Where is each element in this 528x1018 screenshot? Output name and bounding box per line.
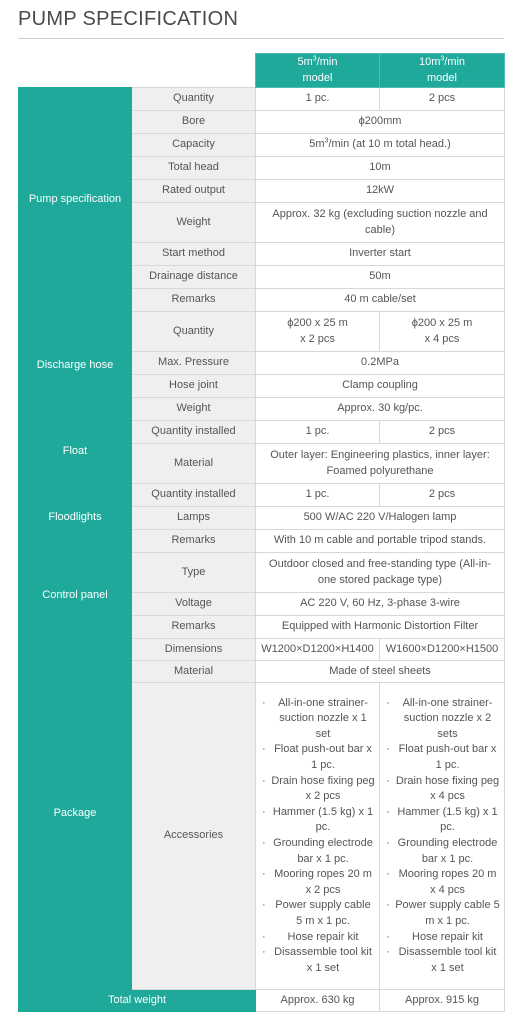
accessory-item: · Mooring ropes 20 m x 2 pcs [260,867,375,898]
accessory-item: · Float push-out bar x 1 pc. [384,742,500,773]
col-header-10-sup: 3 [440,55,445,63]
value-10: Approx. 915 kg [380,990,505,1012]
col-header-5m3-model [256,54,380,88]
value-hose-weight: Approx. 30 kg/pc. [256,398,505,421]
value-10: 2 pcs [380,421,505,444]
accessory-item: · Float push-out bar x 1 pc. [260,742,375,773]
label-dimensions: Dimensions [132,639,256,661]
value-10: 2 pcs [380,88,505,111]
label-remarks: Remarks [132,289,256,312]
category-pump-specification: Pump specification [19,88,132,312]
value-lamps: 500 W/AC 220 V/Halogen lamp [256,507,505,530]
accessory-item: · Drain hose fixing peg x 2 pcs [260,774,375,805]
value-floodlights-remarks: With 10 m cable and portable tripod stands. [256,530,505,553]
label-total-head: Total head [132,157,256,180]
row-total-weight [19,990,505,1012]
header-row [19,54,505,88]
accessory-item: · Grounding electrode bar x 1 pc. [260,836,375,867]
col-header-5-unit: /min [316,56,338,68]
value-pump-weight: Approx. 32 kg (excluding suction nozzle and cable) [256,203,505,243]
col-header-10-unit: /min [444,56,466,68]
label-remarks: Remarks [132,530,256,553]
label-capacity: Capacity [132,134,256,157]
label-remarks: Remarks [132,616,256,639]
value-bore: ϕ200mm [256,111,505,134]
value-max-pressure: 0.2MPa [256,352,505,375]
spec-table [18,53,505,1012]
col-header-5-sup: 3 [312,55,317,63]
hose-qty-10-line1: ϕ200 x 25 m [411,317,473,329]
hose-qty-5-line2: x 2 pcs [300,332,335,345]
category-float: Float [19,421,132,484]
category-floodlights: Floodlights [19,484,132,553]
accessories-list-10 [384,696,500,977]
value-10: W1600×D1200×H1500 [380,639,505,661]
header-blank [19,54,256,88]
accessory-item: · Disassemble tool kit x 1 set [260,945,375,976]
value-rated-output: 12kW [256,180,505,203]
col-header-5-model: model [302,71,333,84]
col-header-10-text: 10m [418,56,441,68]
accessory-item: · All-in-one strainer-suction nozzle x 1 set [260,696,375,743]
value-hose-joint: Clamp coupling [256,375,505,398]
label-total-weight: Total weight [19,990,256,1012]
row-hose-quantity [19,312,505,352]
value-drainage-distance: 50m [256,266,505,289]
row-float-quantity [19,421,505,444]
accessory-item: · All-in-one strainer-suction nozzle x 2 sets [384,696,500,743]
label-quantity-installed: Quantity installed [132,484,256,507]
label-weight: Weight [132,398,256,421]
row-floodlights-quantity [19,484,505,507]
label-max-pressure: Max. Pressure [132,352,256,375]
value-5 [256,312,380,352]
category-discharge-hose: Discharge hose [19,312,132,421]
value-capacity [256,134,505,157]
page-title: PUMP SPECIFICATION [18,8,239,30]
row-dimensions [19,639,505,661]
label-bore: Bore [132,111,256,134]
accessory-item: · Disassemble tool kit x 1 set [384,945,500,976]
value-5: W1200×D1200×H1400 [256,639,380,661]
col-header-10-model: model [427,71,457,84]
title-divider [18,38,504,39]
value-package-material: Made of steel sheets [256,661,505,683]
label-quantity: Quantity [132,88,256,111]
accessory-item: · Power supply cable 5 m x 1 pc. [260,898,375,929]
capacity-sup: 3 [324,137,329,145]
row-control-type [19,553,505,593]
accessory-item: · Hammer (1.5 kg) x 1 pc. [384,805,500,836]
accessory-item: · Hose repair kit [260,930,375,946]
accessories-10 [380,683,505,990]
label-quantity: Quantity [132,312,256,352]
label-drainage-distance: Drainage distance [132,266,256,289]
category-control-panel: Control panel [19,553,132,639]
accessories-list-5 [260,696,375,977]
label-material: Material [132,661,256,683]
capacity-unit: /min (at 10 m total head.) [328,138,451,151]
label-rated-output: Rated output [132,180,256,203]
value-5: 1 pc. [256,88,380,111]
label-start-method: Start method [132,243,256,266]
label-lamps: Lamps [132,507,256,530]
label-hose-joint: Hose joint [132,375,256,398]
label-quantity-installed: Quantity installed [132,421,256,444]
accessory-item: · Power supply cable 5 m x 1 pc. [384,898,500,929]
label-accessories: Accessories [132,683,256,990]
value-5: Approx. 630 kg [256,990,380,1012]
label-material: Material [132,444,256,484]
value-voltage: AC 220 V, 60 Hz, 3-phase 3-wire [256,593,505,616]
value-control-type: Outdoor closed and free-standing type (All-in-one stored package type) [256,553,505,593]
capacity-text: 5m [309,138,325,151]
col-header-5-text: 5m [297,56,313,68]
value-10 [380,312,505,352]
label-weight: Weight [132,203,256,243]
accessory-item: · Hose repair kit [384,930,500,946]
value-total-head: 10m [256,157,505,180]
accessory-item: · Hammer (1.5 kg) x 1 pc. [260,805,375,836]
value-5: 1 pc. [256,484,380,507]
label-voltage: Voltage [132,593,256,616]
value-start-method: Inverter start [256,243,505,266]
accessory-item: · Mooring ropes 20 m x 4 pcs [384,867,500,898]
value-5: 1 pc. [256,421,380,444]
value-control-remarks: Equipped with Harmonic Distortion Filter [256,616,505,639]
hose-qty-10-line2: x 4 pcs [424,332,460,345]
label-type: Type [132,553,256,593]
accessory-item: · Grounding electrode bar x 1 pc. [384,836,500,867]
col-header-10m3-model [380,54,505,88]
row-pump-quantity [19,88,505,111]
value-10: 2 pcs [380,484,505,507]
value-float-material: Outer layer: Engineering plastics, inner layer: Foamed polyurethane [256,444,505,484]
value-pump-remarks: 40 m cable/set [256,289,505,312]
accessories-5 [256,683,380,990]
category-package: Package [19,639,132,990]
hose-qty-5-line1: ϕ200 x 25 m [287,317,348,329]
accessory-item: · Drain hose fixing peg x 4 pcs [384,774,500,805]
